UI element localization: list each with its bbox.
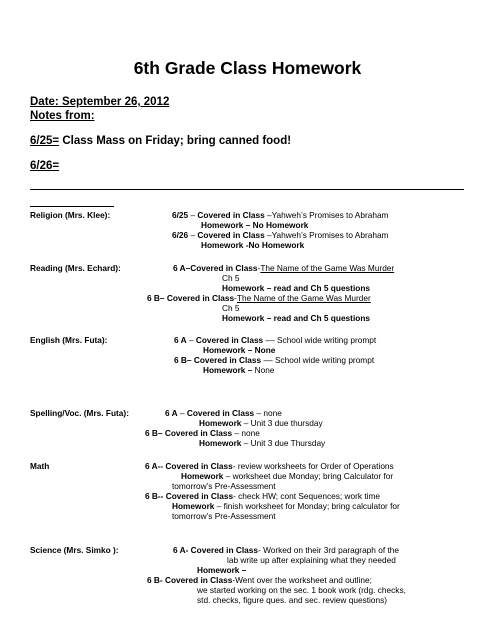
- english-6b-line: [174, 355, 374, 365]
- english-6b-hw: [203, 365, 274, 375]
- note-626-label: 6/26=: [30, 160, 60, 172]
- english-subject: English (Mrs. Futa):: [30, 335, 108, 345]
- spelling-6b-line: [145, 428, 260, 438]
- math-6a-hw-cont: tomorrow’s Pre-Assessment: [172, 481, 276, 491]
- math-6b-line: [145, 491, 380, 501]
- reading-book-title: The Name of the Game Was Murder: [236, 293, 371, 303]
- math-6b-topic: - check HW; cont Sequences; work time: [233, 491, 381, 501]
- religion-hw-625: Homework – No Homework: [201, 220, 309, 230]
- spelling-6a-hw: [199, 418, 323, 428]
- divider-rule: [30, 189, 464, 190]
- dash: –: [177, 408, 187, 418]
- science-6b-topic: -Went over the worksheet and outline;: [232, 575, 372, 585]
- homework-label: Homework –: [203, 365, 253, 375]
- dash: –: [186, 335, 196, 345]
- reading-book-title: The Name of the Game Was Murder: [260, 263, 395, 273]
- reading-6b-chapter: Ch 5: [222, 303, 240, 313]
- notes-from-label: Notes from:: [30, 110, 95, 122]
- homework-label: Homework: [181, 471, 224, 481]
- spelling-6a-line: [165, 408, 282, 418]
- spelling-6b-hw-value: – Unit 3 due Thursday: [241, 438, 326, 448]
- english-6b-covered: 6 B– Covered in Class: [174, 355, 262, 365]
- math-6b-hw-value: – finish worksheet for Monday; bring calculator for: [214, 501, 400, 511]
- math-6a-hw-value: – worksheet due Monday; bring Calculator for: [223, 471, 394, 481]
- english-6a-label: 6 A: [174, 335, 187, 345]
- page-title: 6th Grade Class Homework: [133, 58, 362, 78]
- math-6b-covered: 6 B-- Covered in Class: [145, 491, 234, 501]
- english-6b-hw-value: None: [252, 365, 275, 375]
- covered-label: Covered in Class: [197, 210, 265, 220]
- math-6b-hw-cont: tomorrow’s Pre-Assessment: [172, 511, 276, 521]
- math-subject: Math: [30, 461, 50, 471]
- spelling-6b-hw: [199, 438, 325, 448]
- math-6a-hw: [181, 471, 393, 481]
- reading-6b-covered: 6 B– Covered in Class: [147, 293, 235, 303]
- religion-line-625: [172, 210, 388, 220]
- science-6a-hw: Homework –: [197, 565, 247, 575]
- spelling-6a-topic: – none: [254, 408, 282, 418]
- spelling-6b-topic: – none: [232, 428, 260, 438]
- science-6b-line: [147, 575, 372, 585]
- reading-6b-hw: Homework – read and Ch 5 questions: [222, 313, 370, 323]
- homework-label: Homework: [199, 438, 242, 448]
- religion-topic-626: –Yahweh’s Promises to Abraham: [264, 230, 389, 240]
- spelling-subject: Spelling/Voc. (Mrs. Futa):: [30, 408, 129, 418]
- science-6b-covered: 6 B- Covered in Class: [147, 575, 233, 585]
- covered-label: Covered in Class: [197, 230, 265, 240]
- spelling-6b-covered: 6 B– Covered in Class: [145, 428, 233, 438]
- note-625-label: 6/25=: [30, 135, 60, 147]
- reading-6a-line: [173, 263, 394, 273]
- science-6a-topic: - Worked on their 3rd paragraph of the: [258, 545, 399, 555]
- homework-label: Homework: [199, 418, 242, 428]
- math-6a-topic: - review worksheets for Order of Operations: [232, 461, 394, 471]
- math-6b-hw: [172, 501, 400, 511]
- science-6a-covered: 6 A- Covered in Class: [173, 545, 258, 555]
- dash: -: [257, 263, 261, 273]
- reading-6b-line: [147, 293, 371, 303]
- reading-6a-chapter: Ch 5: [222, 273, 240, 283]
- religion-line-626: [172, 230, 388, 240]
- dash: –: [188, 230, 198, 240]
- short-divider-rule: [30, 206, 114, 207]
- reading-6a-hw: Homework – read and Ch 5 questions: [222, 283, 370, 293]
- dash: –: [188, 210, 198, 220]
- religion-subject: Religion (Mrs. Klee):: [30, 210, 111, 220]
- covered-label: Covered in Class: [195, 335, 264, 345]
- english-6b-topic: –– School wide writing prompt: [261, 355, 375, 365]
- english-6a-line: [174, 335, 376, 345]
- science-6b-cont-2: std. checks, figure ques. and sec. review questions): [197, 595, 388, 605]
- english-6a-topic: –– School wide writing prompt: [263, 335, 377, 345]
- religion-hw-626: Homework -No Homework: [201, 240, 305, 250]
- spelling-6a-hw-value: – Unit 3 due thursday: [241, 418, 323, 428]
- dash: -: [234, 293, 237, 303]
- english-6a-hw: Homework – None: [203, 345, 276, 355]
- reading-subject: Reading (Mrs. Echard):: [30, 263, 121, 273]
- homework-label: Homework: [172, 501, 215, 511]
- science-6a-cont: lab write up after explaining what they needed: [227, 555, 396, 565]
- religion-day-625: 6/25: [172, 210, 189, 220]
- science-6b-cont-1: we started working on the sec. 1 book work (rdg. checks,: [197, 585, 406, 595]
- science-subject: Science (Mrs. Simko ):: [30, 545, 119, 555]
- science-6a-line: [173, 545, 399, 555]
- math-6a-covered: 6 A-- Covered in Class: [145, 461, 233, 471]
- religion-day-626: 6/26: [172, 230, 189, 240]
- reading-6a-covered: 6 A–Covered in Class: [173, 263, 258, 273]
- note-625: [30, 135, 291, 147]
- math-6a-line: [145, 461, 394, 471]
- covered-label: Covered in Class: [186, 408, 255, 418]
- note-625-text: Class Mass on Friday; bring canned food!: [62, 135, 292, 147]
- date-line: Date: September 26, 2012: [30, 96, 170, 108]
- spelling-6a-label: 6 A: [165, 408, 178, 418]
- religion-topic-625: –Yahweh’s Promises to Abraham: [264, 210, 389, 220]
